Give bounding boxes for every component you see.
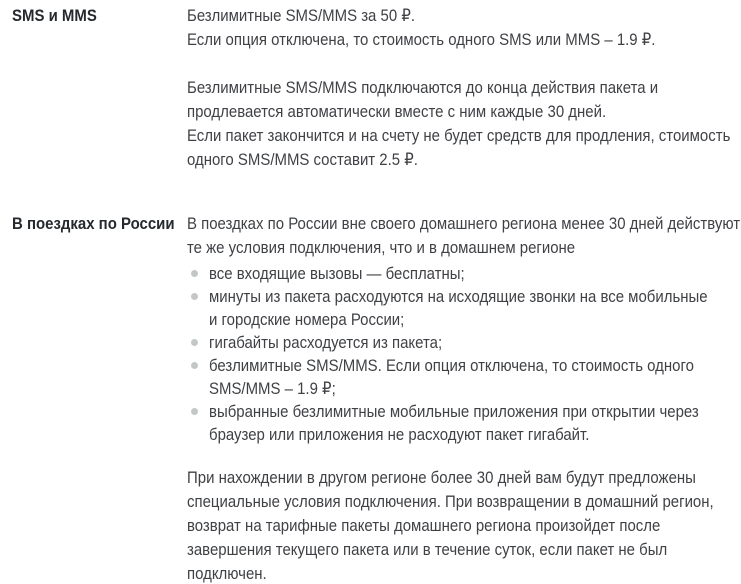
section-term-label: SMS и MMS — [12, 6, 97, 25]
text-line: При нахождении в другом регионе более 30 дней вам будут предложены — [187, 468, 696, 487]
paragraph-sms-price — [187, 4, 741, 52]
text-line: выбранные безлимитные мобильные приложения при открытии через — [209, 402, 699, 421]
section-description — [187, 4, 741, 172]
bullet-dot-icon — [191, 293, 198, 300]
text-line: завершения текущего пакета или в течение суток, если пакет не был — [187, 540, 668, 559]
travel-conditions-bullet-list — [187, 262, 741, 446]
text-line: гигабайты расходуется из пакета; — [209, 333, 443, 352]
bullet-dot-icon — [191, 408, 198, 415]
text-line: подключен. — [187, 564, 267, 583]
section-description — [187, 212, 741, 584]
text-line: SMS/MMS – 1.9 ₽; — [209, 379, 336, 398]
text-line: Если опция отключена, то стоимость одного SMS или MMS – 1.9 ₽. — [187, 30, 656, 49]
text-line: и городские номера России; — [209, 310, 405, 329]
bullet-text — [209, 400, 741, 446]
text-line: специальные условия подключения. При возвращении в домашний регион, — [187, 492, 714, 511]
text-line: В поездках по России вне своего домашнего региона менее 30 дней действуют — [187, 214, 741, 233]
text-line: те же условия подключения, что и в домашнем регионе — [187, 238, 576, 257]
text-line: Безлимитные SMS/MMS за 50 ₽. — [187, 6, 416, 25]
section-travel-russia — [0, 212, 741, 584]
text-line: браузер или приложения не расходуют пакет гигабайт. — [209, 425, 590, 444]
text-line: минуты из пакета расходуются на исходящие звонки на все мобильные — [209, 287, 708, 306]
bullet-text — [209, 354, 741, 400]
bullet-text — [209, 331, 474, 354]
text-line: продлевается автоматически вместе с ним каждые 30 дней. — [187, 102, 607, 121]
bullet-text — [209, 262, 500, 285]
bullet-dot-icon — [191, 362, 198, 369]
text-line: Безлимитные SMS/MMS подключаются до конца действия пакета и — [187, 78, 659, 97]
text-line: все входящие вызовы — бесплатны; — [209, 264, 465, 283]
text-line: одного SMS/MMS составит 2.5 ₽. — [187, 150, 418, 169]
text-line: Если пакет закончится и на счету не будет средств для продления, стоимость — [187, 126, 731, 145]
paragraph-sms-renewal — [187, 76, 741, 172]
section-term-label: В поездках по России — [12, 214, 175, 233]
section-term-travel-russia — [0, 212, 187, 236]
section-sms-mms — [0, 4, 741, 172]
bullet-item — [187, 400, 741, 446]
section-term-sms-mms — [0, 4, 187, 28]
bullet-item — [187, 354, 741, 400]
text-line: безлимитные SMS/MMS. Если опция отключена, то стоимость одного — [209, 356, 694, 375]
paragraph-travel-outro — [187, 466, 741, 584]
bullet-item — [187, 262, 741, 285]
paragraph-travel-intro — [187, 212, 741, 260]
bullet-text — [209, 285, 741, 331]
text-line: возврат на тарифные пакеты домашнего региона произойдет после — [187, 516, 661, 535]
bullet-dot-icon — [191, 270, 198, 277]
bullet-item — [187, 285, 741, 331]
bullet-dot-icon — [191, 339, 198, 346]
bullet-item — [187, 331, 741, 354]
